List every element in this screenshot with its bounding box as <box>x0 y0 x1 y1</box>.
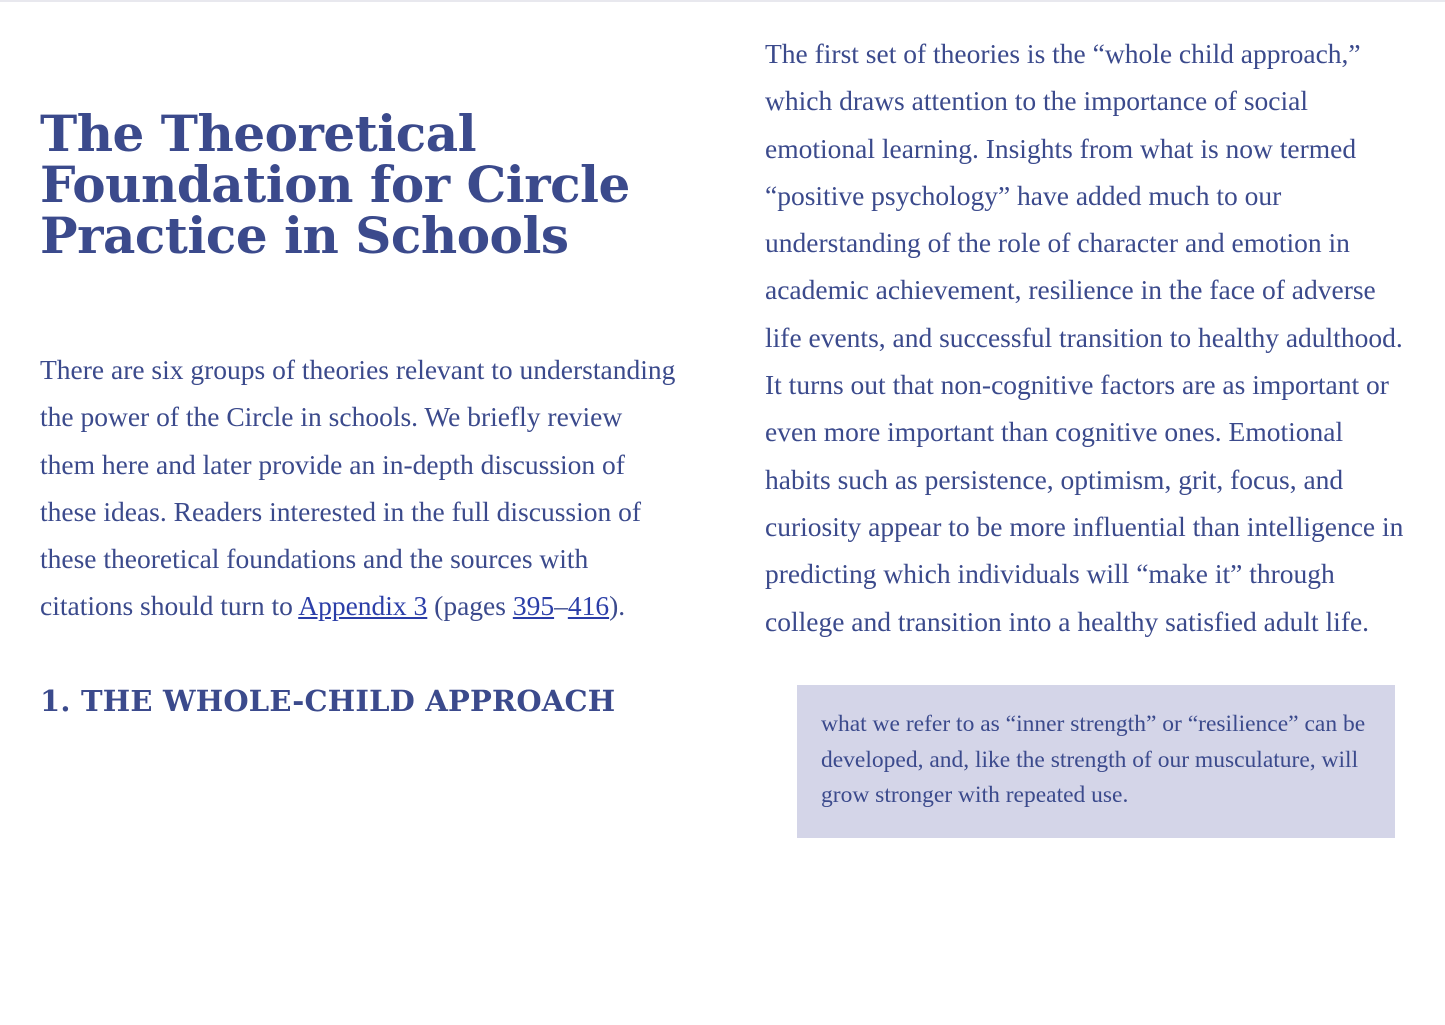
body-paragraph-whole-child: The first set of theories is the “whole child approach,” which draws attention to the importance of social emotional learning. Insights from what is now termed “positive psychology” have added much to our understanding of the role of character and emotion in academic achievement, resilience in the face of adverse life events, and successful transition to healthy adulthood. It turns out that non-cognitive factors are as important or even more important than cognitive ones. Emotional habits such as persistence, optimism, grit, focus, and curiosity appear to be more influential than intelligence in predicting which individuals will “make it” through college and transition into a healthy satisfied adult life. <box>765 38 1404 637</box>
page-title: The Theoretical Foundation for Circle Practice in Schools <box>40 104 630 265</box>
appendix-3-link[interactable]: Appendix 3 <box>298 590 428 622</box>
intro-paragraph <box>40 261 680 630</box>
intro-text-part2: (pages <box>427 590 513 622</box>
page-395-link[interactable]: 395 <box>512 590 555 622</box>
page-416-link[interactable]: 416 <box>567 590 610 622</box>
right-column <box>730 0 1445 1025</box>
pullquote-block: what we refer to as “inner strength” or “resilience” can be developed, and, like the strength of our musculature, will grow stronger with repeated use. <box>797 685 1395 838</box>
section-heading-whole-child-approach: 1. THE WHOLE-CHILD APPROACH <box>40 683 616 718</box>
intro-text-part1: There are six groups of theories relevant to understanding the power of the Circle in schools. We briefly review them here and later provide an in-depth discussion of these ideas. Readers interested in the full discussion of these theoretical foundations and the sources with citations should turn to <box>40 354 676 622</box>
intro-text-part3: ). <box>609 590 626 622</box>
page-range-dash: – <box>554 590 568 622</box>
